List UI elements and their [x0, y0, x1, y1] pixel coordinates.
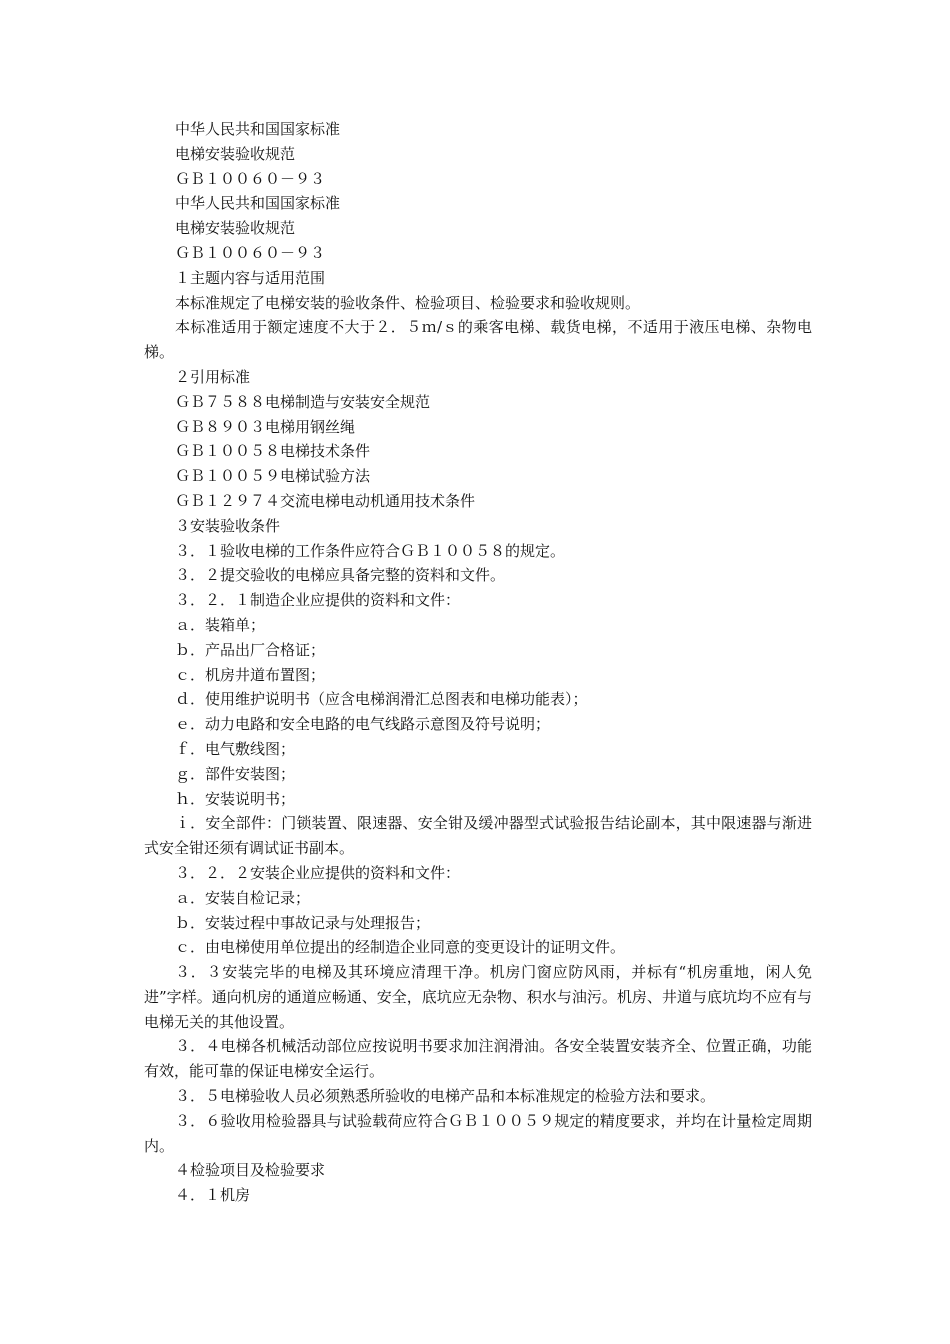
- clause: ３．１验收电梯的工作条件应符合ＧＢ１００５８的规定。: [175, 541, 566, 560]
- standard-subtitle: 电梯安装验收规范: [175, 144, 296, 163]
- reference-item: ＧＢ８９０３电梯用钢丝绳: [175, 417, 356, 436]
- list-item: ｃ．由电梯使用单位提出的经制造企业同意的变更设计的证明文件。: [175, 938, 626, 957]
- list-item: ｄ．使用维护说明书（应含电梯润滑汇总图表和电梯功能表）；: [175, 690, 588, 709]
- clause: ３．５电梯验收人员必须熟悉所验收的电梯产品和本标准规定的检验方法和要求。: [175, 1087, 716, 1106]
- list-item: ｈ．安装说明书；: [175, 789, 296, 808]
- list-item: ａ．装箱单；: [175, 615, 266, 634]
- reference-item: ＧＢ１００５９电梯试验方法: [175, 467, 371, 486]
- section-heading: １主题内容与适用范围: [175, 268, 326, 287]
- section-heading: ３安装验收条件: [175, 516, 281, 535]
- list-item: ａ．安装自检记录；: [175, 888, 311, 907]
- list-item: ｇ．部件安装图；: [175, 764, 296, 783]
- clause: ３．２提交验收的电梯应具备完整的资料和文件。: [175, 566, 506, 585]
- list-item: ｉ．安全部件：门锁装置、限速器、安全钳及缓冲器型式试验报告结论副本，其中限速器与渐进式安全钳还须有调试证书副本。: [144, 814, 812, 858]
- reference-item: ＧＢ１００５８电梯技术条件: [175, 442, 371, 461]
- clause: ３．３安装完毕的电梯及其环境应清理干净。机房门窗应防风雨，并标有“机房重地，闲人免进”字样。通向机房的通道应畅通、安全，底坑应无杂物、积水与油污。机房、井道与底坑均不应有与电梯无关的其他设置。: [144, 963, 812, 1031]
- paragraph: 本标准适用于额定速度不大于２．５ｍ/ｓ的乘客电梯、载货电梯，不适用于液压电梯、杂物电梯。: [144, 318, 812, 362]
- standard-code: ＧＢ１００６０－９３: [175, 169, 326, 188]
- reference-item: ＧＢ７５８８电梯制造与安装安全规范: [175, 392, 431, 411]
- clause: ４．１机房: [175, 1186, 251, 1205]
- list-item: ｂ．产品出厂合格证；: [175, 640, 326, 659]
- document-body: [144, 117, 812, 1208]
- paragraph: 本标准规定了电梯安装的验收条件、检验项目、检验要求和验收规则。: [175, 293, 641, 312]
- reference-item: ＧＢ１２９７４交流电梯电动机通用技术条件: [175, 491, 476, 510]
- section-heading: ２引用标准: [175, 367, 251, 386]
- clause: ３．４电梯各机械活动部位应按说明书要求加注润滑油。各安全装置安装齐全、位置正确，功能有效，能可靠的保证电梯安全运行。: [144, 1037, 812, 1081]
- standard-code: ＧＢ１００６０－９３: [175, 243, 326, 262]
- list-item: ｆ．电气敷线图；: [175, 739, 296, 758]
- clause: ３．２．２安装企业应提供的资料和文件：: [175, 863, 461, 882]
- clause: ３．２．１制造企业应提供的资料和文件：: [175, 591, 461, 610]
- list-item: ｃ．机房井道布置图；: [175, 665, 326, 684]
- standard-subtitle: 电梯安装验收规范: [175, 219, 296, 238]
- standard-title: 中华人民共和国国家标准: [175, 194, 341, 213]
- list-item: ｂ．安装过程中事故记录与处理报告；: [175, 913, 431, 932]
- standard-title: 中华人民共和国国家标准: [175, 120, 341, 138]
- section-heading: ４检验项目及检验要求: [175, 1161, 326, 1180]
- list-item: ｅ．动力电路和安全电路的电气线路示意图及符号说明；: [175, 715, 551, 734]
- clause: ３．６验收用检验器具与试验载荷应符合ＧＢ１００５９规定的精度要求，并均在计量检定周期内。: [144, 1111, 812, 1155]
